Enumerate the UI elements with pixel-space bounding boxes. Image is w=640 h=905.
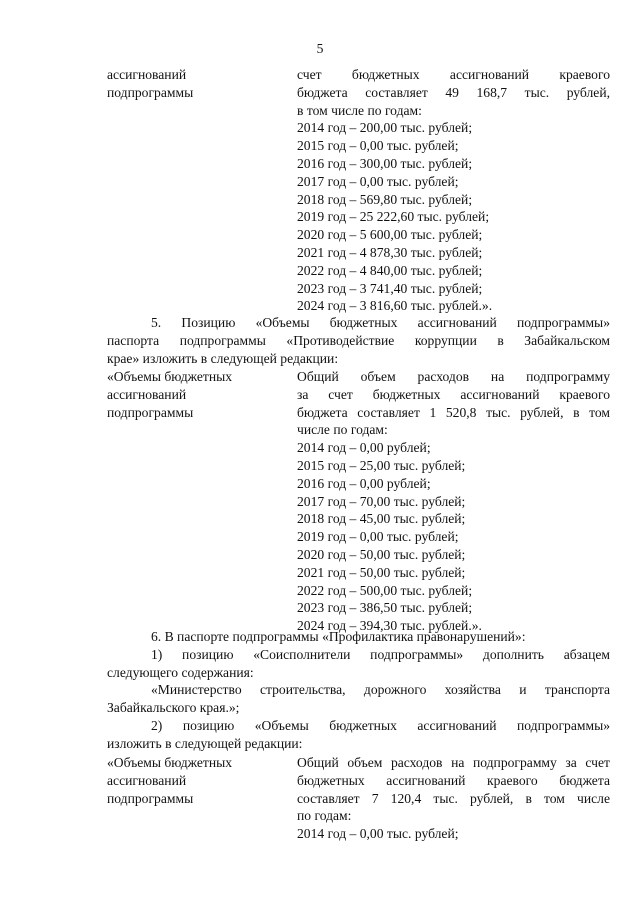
page-number: 5 [316,41,324,56]
year-line: 2022 год – 500,00 тыс. рублей; [297,582,473,598]
left-cell-line: «Объемы бюджетных [107,369,233,384]
left-cell-line: ассигнований [107,386,187,402]
year-line: 2023 год – 3 741,40 тыс. рублей; [297,280,483,296]
paragraph-line: Забайкальского края.»; [107,700,240,716]
year-line: 2018 год – 569,80 тыс. рублей; [297,191,473,207]
paragraph-line: паспорта подпрограммы «Противодействие коррупции в Забайкальском [107,332,610,348]
table-right-cell [297,368,610,635]
budget-table-continuation [107,66,610,315]
left-cell-line: ассигнований [107,67,187,82]
paragraph-line: 1) позицию «Соисполнители подпрограммы» дополнить абзацем [151,646,610,662]
paragraph-line: следующего содержания: [107,664,254,680]
right-cell-line: в том числе по годам: [297,102,422,118]
year-line: 2017 год – 0,00 тыс. рублей; [297,173,459,189]
budget-table-anticorruption [107,368,610,635]
right-cell-line: числе по годам: [297,422,388,438]
paragraph-heading: 6. В паспорте подпрограммы «Профилактика правонарушений»: [151,629,526,644]
year-line: 2016 год – 0,00 рублей; [297,475,431,491]
year-line: 2018 год – 45,00 тыс. рублей; [297,511,466,527]
left-cell-line: подпрограммы [107,404,194,420]
left-cell-line: подпрограммы [107,790,194,806]
paragraph-line: крае» изложить в следующей редакции: [107,350,339,366]
year-line: 2020 год – 50,00 тыс. рублей; [297,546,466,562]
right-cell-line: за счет бюджетных ассигнований краевого [297,386,610,402]
table-left-cell [107,368,297,635]
year-line: 2014 год – 0,00 тыс. рублей; [297,826,459,842]
right-cell-line: бюджетных ассигнований краевого бюджета [297,772,610,788]
left-cell-line: ассигнований [107,772,187,788]
right-cell-line: счет бюджетных ассигнований краевого [297,67,610,82]
year-line: 2024 год – 3 816,60 тыс. рублей.». [297,298,493,314]
year-line: 2015 год – 25,00 тыс. рублей; [297,457,466,473]
paragraph-line: «Министерство строительства, дорожного хозяйства и транспорта [151,682,610,698]
year-line: 2017 год – 70,00 тыс. рублей; [297,493,466,509]
table-left-cell [107,66,297,315]
year-line: 2022 год – 4 840,00 тыс. рублей; [297,262,483,278]
paragraph-line: изложить в следующей редакции: [107,735,303,751]
right-cell-line: Общий объем расходов на подпрограмму за счет [297,755,610,770]
left-cell-line: «Объемы бюджетных [107,755,233,770]
year-line: 2019 год – 25 222,60 тыс. рублей; [297,209,490,225]
year-line: 2021 год – 4 878,30 тыс. рублей; [297,244,483,260]
year-line: 2023 год – 386,50 тыс. рублей; [297,600,473,616]
right-cell-line: Общий объем расходов на подпрограмму [297,369,610,384]
year-line: 2014 год – 200,00 тыс. рублей; [297,120,473,136]
item-6-paragraph [107,628,610,753]
right-cell-line: по годам: [297,808,352,824]
table-left-cell [107,754,297,843]
table-right-cell [297,66,610,315]
right-cell-line: бюджета составляет 49 168,7 тыс. рублей, [297,84,610,100]
right-cell-line: составляет 7 120,4 тыс. рублей, в том числе [297,790,610,806]
year-line: 2021 год – 50,00 тыс. рублей; [297,564,466,580]
right-cell-line: бюджета составляет 1 520,8 тыс. рублей, в том [297,404,610,420]
table-right-cell [297,754,610,843]
year-line: 2019 год – 0,00 тыс. рублей; [297,529,459,545]
year-line: 2016 год – 300,00 тыс. рублей; [297,155,473,171]
year-line: 2015 год – 0,00 тыс. рублей; [297,138,459,154]
year-line: 2024 год – 394,30 тыс. рублей.». [297,618,482,634]
year-line: 2014 год – 0,00 рублей; [297,440,431,456]
year-line: 2020 год – 5 600,00 тыс. рублей; [297,227,483,243]
left-cell-line: подпрограммы [107,84,194,100]
paragraph-line: 5. Позицию «Объемы бюджетных ассигнований подпрограммы» [151,315,610,330]
item-5-paragraph [107,314,610,367]
budget-table-prevention [107,754,610,843]
paragraph-line: 2) позицию «Объемы бюджетных ассигнований подпрограммы» [151,717,610,733]
